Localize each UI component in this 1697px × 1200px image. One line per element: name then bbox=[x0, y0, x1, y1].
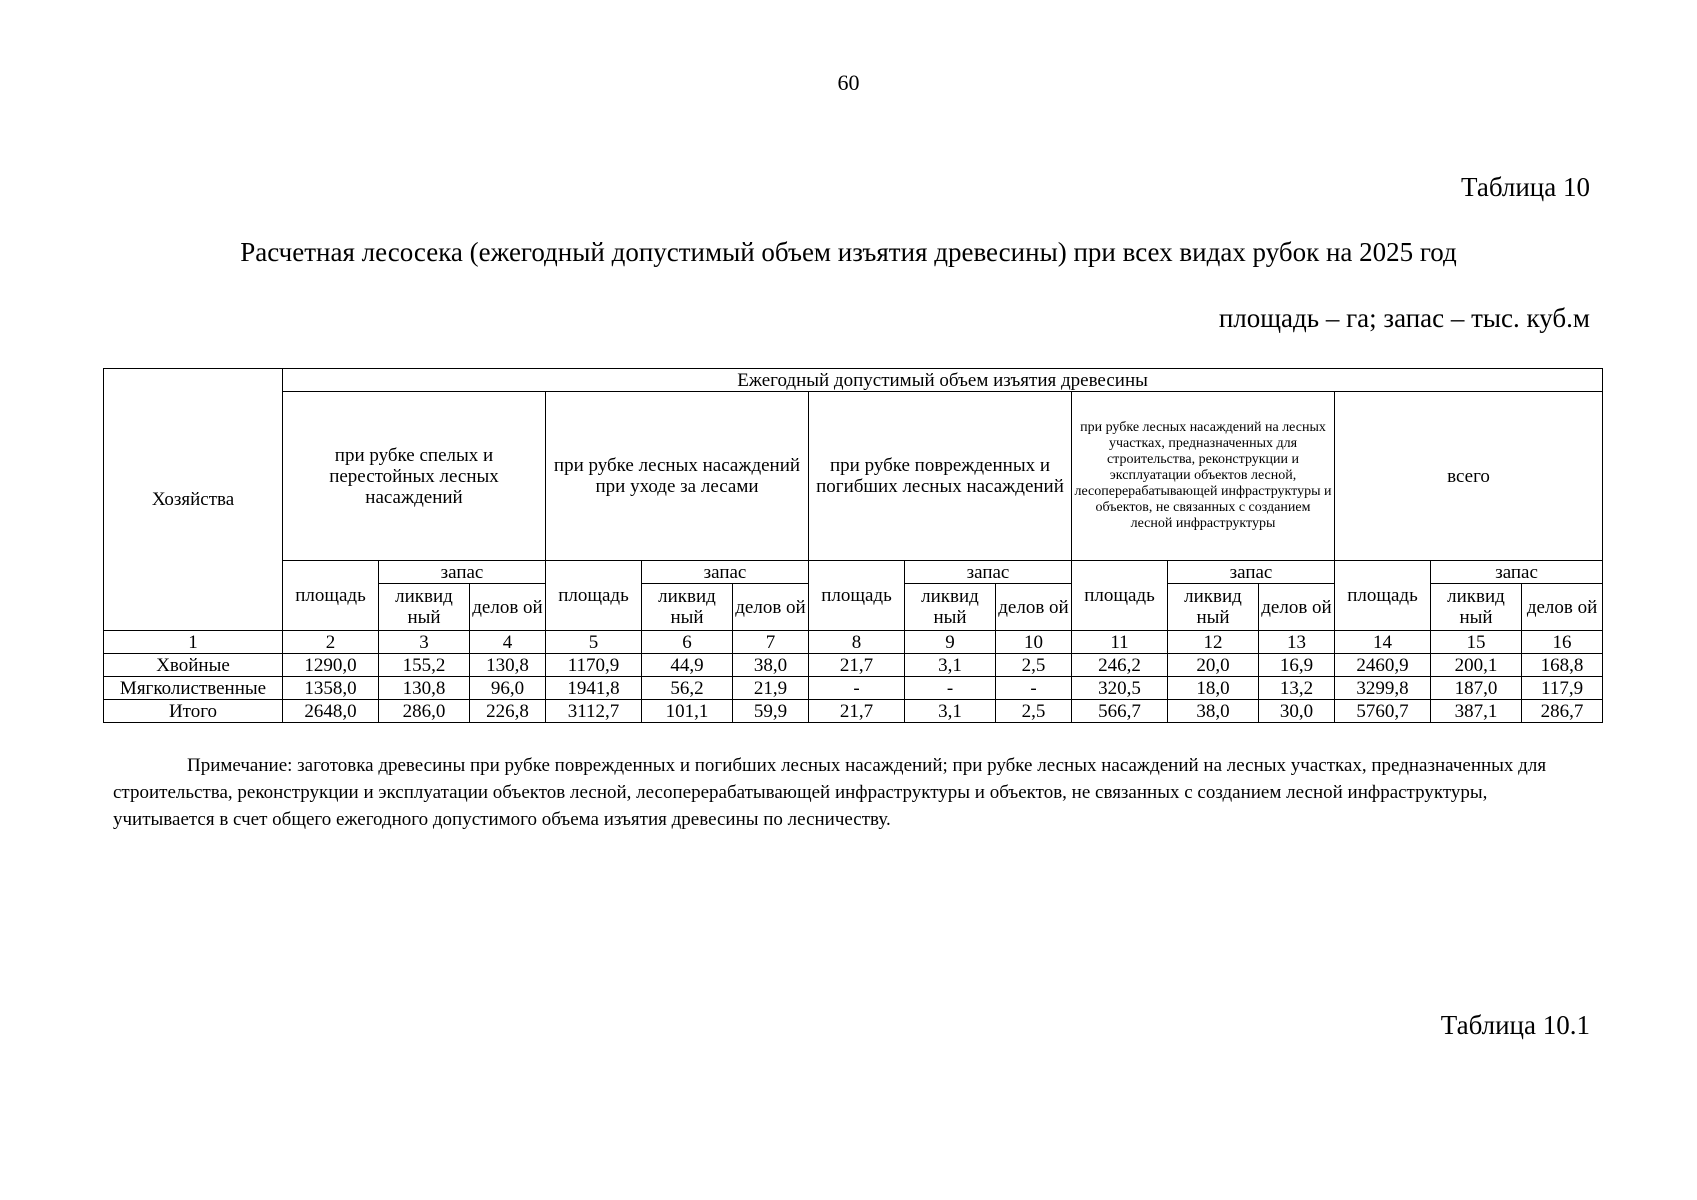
table-cell: 246,2 bbox=[1072, 654, 1168, 677]
header-annual-volume: Ежегодный допустимый объем изъятия древесины bbox=[283, 369, 1603, 392]
header-area: площадь bbox=[283, 561, 379, 631]
table-cell: 320,5 bbox=[1072, 677, 1168, 700]
table-cell: 3112,7 bbox=[546, 700, 642, 723]
table-cell: 2,5 bbox=[996, 700, 1072, 723]
table-row-total bbox=[104, 700, 1603, 723]
header-liquid: ликвид ный bbox=[379, 584, 470, 631]
table-cell: 59,9 bbox=[733, 700, 809, 723]
column-number: 16 bbox=[1522, 631, 1603, 654]
column-number: 1 bbox=[104, 631, 283, 654]
table-cell: 5760,7 bbox=[1335, 700, 1431, 723]
table-cell: - bbox=[996, 677, 1072, 700]
column-number: 3 bbox=[379, 631, 470, 654]
column-number: 14 bbox=[1335, 631, 1431, 654]
column-number: 11 bbox=[1072, 631, 1168, 654]
header-group-mature: при рубке спелых и перестойных лесных насаждений bbox=[283, 392, 546, 561]
header-stock: запас bbox=[642, 561, 809, 584]
table-cell: 38,0 bbox=[1168, 700, 1259, 723]
header-stock: запас bbox=[1431, 561, 1603, 584]
column-number: 6 bbox=[642, 631, 733, 654]
table-cell: 13,2 bbox=[1259, 677, 1335, 700]
units-note: площадь – га; запас – тыс. куб.м bbox=[1218, 303, 1590, 333]
table-cell: - bbox=[809, 677, 905, 700]
table-cell: 1290,0 bbox=[283, 654, 379, 677]
page-number: 60 bbox=[837, 70, 860, 95]
header-group-total: всего bbox=[1335, 392, 1603, 561]
table-cell: 21,7 bbox=[809, 654, 905, 677]
table-cell: 21,9 bbox=[733, 677, 809, 700]
header-liquid: ликвид ный bbox=[1431, 584, 1522, 631]
header-area: площадь bbox=[546, 561, 642, 631]
header-business: делов ой bbox=[996, 584, 1072, 631]
table-row-softwood bbox=[104, 677, 1603, 700]
column-number: 10 bbox=[996, 631, 1072, 654]
column-number: 5 bbox=[546, 631, 642, 654]
table-cell: 1941,8 bbox=[546, 677, 642, 700]
header-group-damaged: при рубке поврежденных и погибших лесных насаждений bbox=[809, 392, 1072, 561]
table-label: Таблица 10 bbox=[1461, 172, 1590, 202]
table-cell: 20,0 bbox=[1168, 654, 1259, 677]
header-group-care: при рубке лесных насаждений при уходе за лесами bbox=[546, 392, 809, 561]
column-number: 4 bbox=[470, 631, 546, 654]
table-cell: 56,2 bbox=[642, 677, 733, 700]
column-number: 13 bbox=[1259, 631, 1335, 654]
header-area: площадь bbox=[809, 561, 905, 631]
header-stock: запас bbox=[379, 561, 546, 584]
table-cell: 16,9 bbox=[1259, 654, 1335, 677]
header-liquid: ликвид ный bbox=[642, 584, 733, 631]
header-group-construction: при рубке лесных насаждений на лесных участках, предназначенных для строительства, реконструкции и эксплуатации объектов лесной, лесоперерабатывающей инфраструктуры и объектов, не связанных с созданием лесной инфраструктуры bbox=[1072, 392, 1335, 561]
row-name: Итого bbox=[104, 700, 283, 723]
header-business: делов ой bbox=[470, 584, 546, 631]
table-cell: 2460,9 bbox=[1335, 654, 1431, 677]
header-liquid: ликвид ный bbox=[1168, 584, 1259, 631]
next-table-label: Таблица 10.1 bbox=[1440, 1010, 1590, 1040]
header-liquid: ликвид ный bbox=[905, 584, 996, 631]
row-name: Мягколиственные bbox=[104, 677, 283, 700]
column-number: 2 bbox=[283, 631, 379, 654]
table-cell: 96,0 bbox=[470, 677, 546, 700]
column-number: 15 bbox=[1431, 631, 1522, 654]
table-cell: 30,0 bbox=[1259, 700, 1335, 723]
table-cell: 387,1 bbox=[1431, 700, 1522, 723]
table-cell: 38,0 bbox=[733, 654, 809, 677]
table-cell: 566,7 bbox=[1072, 700, 1168, 723]
table-cell: 2648,0 bbox=[283, 700, 379, 723]
table-cell: 1170,9 bbox=[546, 654, 642, 677]
header-stock: запас bbox=[905, 561, 1072, 584]
table-cell: - bbox=[905, 677, 996, 700]
header-area: площадь bbox=[1335, 561, 1431, 631]
table-cell: 101,1 bbox=[642, 700, 733, 723]
table-row-conifers bbox=[104, 654, 1603, 677]
column-number: 7 bbox=[733, 631, 809, 654]
footnote: Примечание: заготовка древесины при рубке поврежденных и погибших лесных насаждений; при рубке лесных насаждений на лесных участках, предназначенных для строительства, реконструкции и эксплуатации объектов лесной, лесоперерабатывающей инфраструктуры и объектов, не связанных с созданием лесной инфраструктуры, учитывается в счет общего ежегодного допустимого объема изъятия древесины по лесничеству. bbox=[113, 755, 1547, 830]
table-cell: 3,1 bbox=[905, 700, 996, 723]
header-area: площадь bbox=[1072, 561, 1168, 631]
table-cell: 3299,8 bbox=[1335, 677, 1431, 700]
table-cell: 155,2 bbox=[379, 654, 470, 677]
table-title: Расчетная лесосека (ежегодный допустимый объем изъятия древесины) при всех видах рубок на 2025 год bbox=[240, 237, 1457, 267]
table-cell: 168,8 bbox=[1522, 654, 1603, 677]
table-cell: 18,0 bbox=[1168, 677, 1259, 700]
table-cell: 200,1 bbox=[1431, 654, 1522, 677]
header-business: делов ой bbox=[733, 584, 809, 631]
header-stock: запас bbox=[1168, 561, 1335, 584]
table-cell: 286,0 bbox=[379, 700, 470, 723]
table-cell: 1358,0 bbox=[283, 677, 379, 700]
table-cell: 44,9 bbox=[642, 654, 733, 677]
table-cell: 3,1 bbox=[905, 654, 996, 677]
table-cell: 130,8 bbox=[379, 677, 470, 700]
column-number: 9 bbox=[905, 631, 996, 654]
column-number: 12 bbox=[1168, 631, 1259, 654]
harvest-table bbox=[103, 368, 1603, 723]
table-cell: 117,9 bbox=[1522, 677, 1603, 700]
table-cell: 21,7 bbox=[809, 700, 905, 723]
header-farm: Хозяйства bbox=[104, 369, 283, 631]
table-cell: 130,8 bbox=[470, 654, 546, 677]
table-cell: 2,5 bbox=[996, 654, 1072, 677]
row-name: Хвойные bbox=[104, 654, 283, 677]
column-number: 8 bbox=[809, 631, 905, 654]
table-cell: 187,0 bbox=[1431, 677, 1522, 700]
column-number-row bbox=[104, 631, 1603, 654]
header-business: делов ой bbox=[1259, 584, 1335, 631]
table-cell: 286,7 bbox=[1522, 700, 1603, 723]
header-business: делов ой bbox=[1522, 584, 1603, 631]
table-cell: 226,8 bbox=[470, 700, 546, 723]
